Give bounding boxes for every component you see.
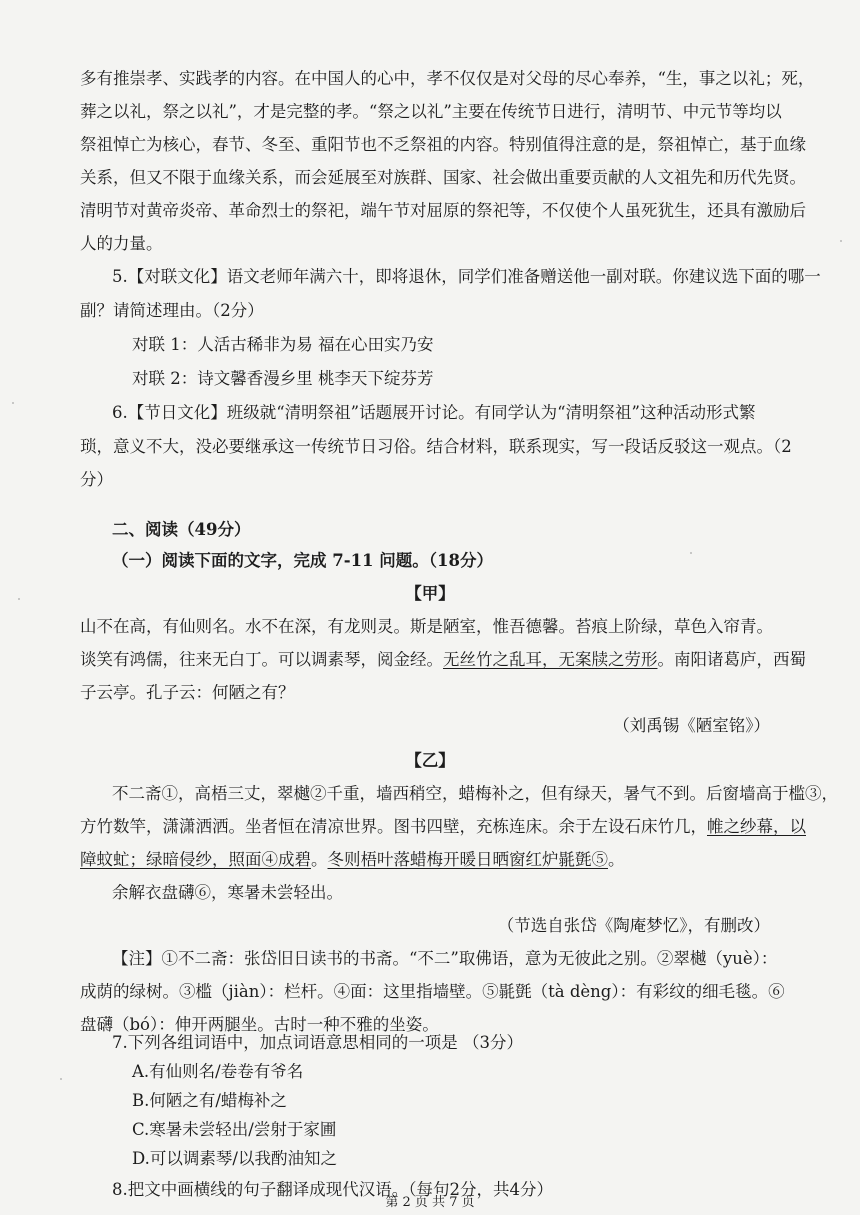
notes-line: 【注】①不二斋：张岱旧日读书的书斋。“不二”取佛语，意为无彼此之别。②翠樾（yuè）： xyxy=(112,949,778,968)
scan-speck xyxy=(60,1078,62,1080)
couplet-2: 对联 2：诗文馨香漫乡里 桃李天下绽芬芳 xyxy=(132,369,434,388)
passage-line: 关系，但又不限于血缘关系，而会延展至对族群、国家、社会做出重要贡献的人文祖先和历代先贤。 xyxy=(80,168,806,187)
text-jia-segment: 。南阳诸葛庐，西蜀 xyxy=(657,650,806,669)
couplet-1: 对联 1：人活古稀非为易 福在心田实乃安 xyxy=(132,335,434,354)
underlined-sentence-yi-1: 障蚊虻；绿暗侵纱，照面④成碧 xyxy=(80,850,311,869)
scan-speck xyxy=(840,240,842,242)
scan-speck xyxy=(18,598,20,600)
underlined-sentence-jia: 无丝竹之乱耳，无案牍之劳形 xyxy=(443,650,658,669)
underlined-sentence-yi-2: 冬则梧叶落蜡梅开暖日晒窗红炉毾㲪⑤ xyxy=(327,850,608,869)
question-5-line: 5.【对联文化】语文老师年满六十，即将退休，同学们准备赠送他一副对联。你建议选下面的哪一 xyxy=(112,267,821,286)
passage-line: 葬之以礼，祭之以礼”，才是完整的孝。“祭之以礼”主要在传统节日进行，清明节、中元节等均以 xyxy=(80,102,782,121)
passage-line: 清明节对黄帝炎帝、革命烈士的祭祀，端午节对屈原的祭祀等，不仅使个人虽死犹生，还具有激励后 xyxy=(80,201,806,220)
page-footer: 第 2 页 共 7 页 xyxy=(385,1195,475,1210)
passage-line: 多有推崇孝、实践孝的内容。在中国人的心中，孝不仅仅是对父母的尽心奉养，“生，事之以礼；死， xyxy=(80,69,815,88)
question-7-option: A.有仙则名/卷卷有爷名 xyxy=(132,1062,304,1081)
text-yi-title: 【乙】 xyxy=(405,751,455,770)
text-jia-line xyxy=(80,649,806,671)
question-7-option: B.何陋之有/蜡梅补之 xyxy=(132,1091,287,1110)
text-jia-line: 山不在高，有仙则名。水不在深，有龙则灵。斯是陋室，惟吾德馨。苔痕上阶绿，草色入帘青。 xyxy=(80,617,773,636)
question-6-line: 琐，意义不大，没必要继承这一传统节日习俗。结合材料，联系现实，写一段话反驳这一观点。（2 xyxy=(80,437,792,456)
passage-line: 人的力量。 xyxy=(80,234,163,253)
question-6-line: 分） xyxy=(80,470,113,489)
text-yi-segment: 方竹数竿，潇潇洒洒。坐者恒在清凉世界。图书四壁，充栋连床。余于左设石床竹几， xyxy=(80,817,707,836)
text-jia-source: （刘禹锡《陋室铭》） xyxy=(613,716,770,735)
question-5-line: 副？请简述理由。（2分） xyxy=(80,301,264,320)
notes-line: 盘礴（bó）：伸开两腿坐。古时一种不雅的坐姿。 xyxy=(80,1015,439,1034)
scan-speck xyxy=(12,402,14,404)
scan-speck xyxy=(690,552,692,554)
question-8-stem: 8.把文中画横线的句子翻译成现代汉语。（每句2分，共4分） xyxy=(112,1180,553,1199)
text-yi-segment: 。 xyxy=(608,850,625,869)
text-yi-line: 余解衣盘礴⑥，寒暑未尝轻出。 xyxy=(112,883,343,902)
text-yi-line xyxy=(80,816,806,838)
underlined-sentence-yi-1: 帷之纱幕，以 xyxy=(707,817,806,836)
notes-line: 成荫的绿树。③槛（jiàn）：栏杆。④面：这里指墙壁。⑤毾㲪（tà dèng）：有彩纹的细毛毯。⑥ xyxy=(80,982,785,1001)
section-heading: 二、阅读（49分） xyxy=(112,520,251,539)
question-6-line: 6.【节日文化】班级就“清明祭祖”话题展开讨论。有同学认为“清明祭祖”这种活动形式繁 xyxy=(112,403,756,422)
question-7-option: D.可以调素琴/以我酌油知之 xyxy=(132,1149,337,1168)
section-sub-heading: （一）阅读下面的文字，完成 7-11 问题。（18分） xyxy=(112,551,493,570)
text-jia-segment: 谈笑有鸿儒，往来无白丁。可以调素琴，阅金经。 xyxy=(80,650,443,669)
text-yi-segment: 。 xyxy=(311,850,328,869)
text-yi-line xyxy=(80,849,625,871)
text-yi-source: （节选自张岱《陶庵梦忆》，有删改） xyxy=(497,916,770,935)
text-jia-title: 【甲】 xyxy=(405,584,455,603)
question-7-stem: 7.下列各组词语中，加点词语意思相同的一项是 （3分） xyxy=(112,1033,523,1052)
text-yi-line: 不二斋①，高梧三丈，翠樾②千重，墙西稍空，蜡梅补之，但有绿天，暑气不到。后窗墙高于槛③， xyxy=(112,784,838,803)
question-7-option: C.寒暑未尝轻出/尝射于家圃 xyxy=(132,1120,337,1139)
passage-line: 祭祖悼亡为核心，春节、冬至、重阳节也不乏祭祖的内容。特别值得注意的是，祭祖悼亡，基于血缘 xyxy=(80,135,806,154)
text-jia-line: 子云亭。孔子云：何陋之有？ xyxy=(80,683,295,702)
